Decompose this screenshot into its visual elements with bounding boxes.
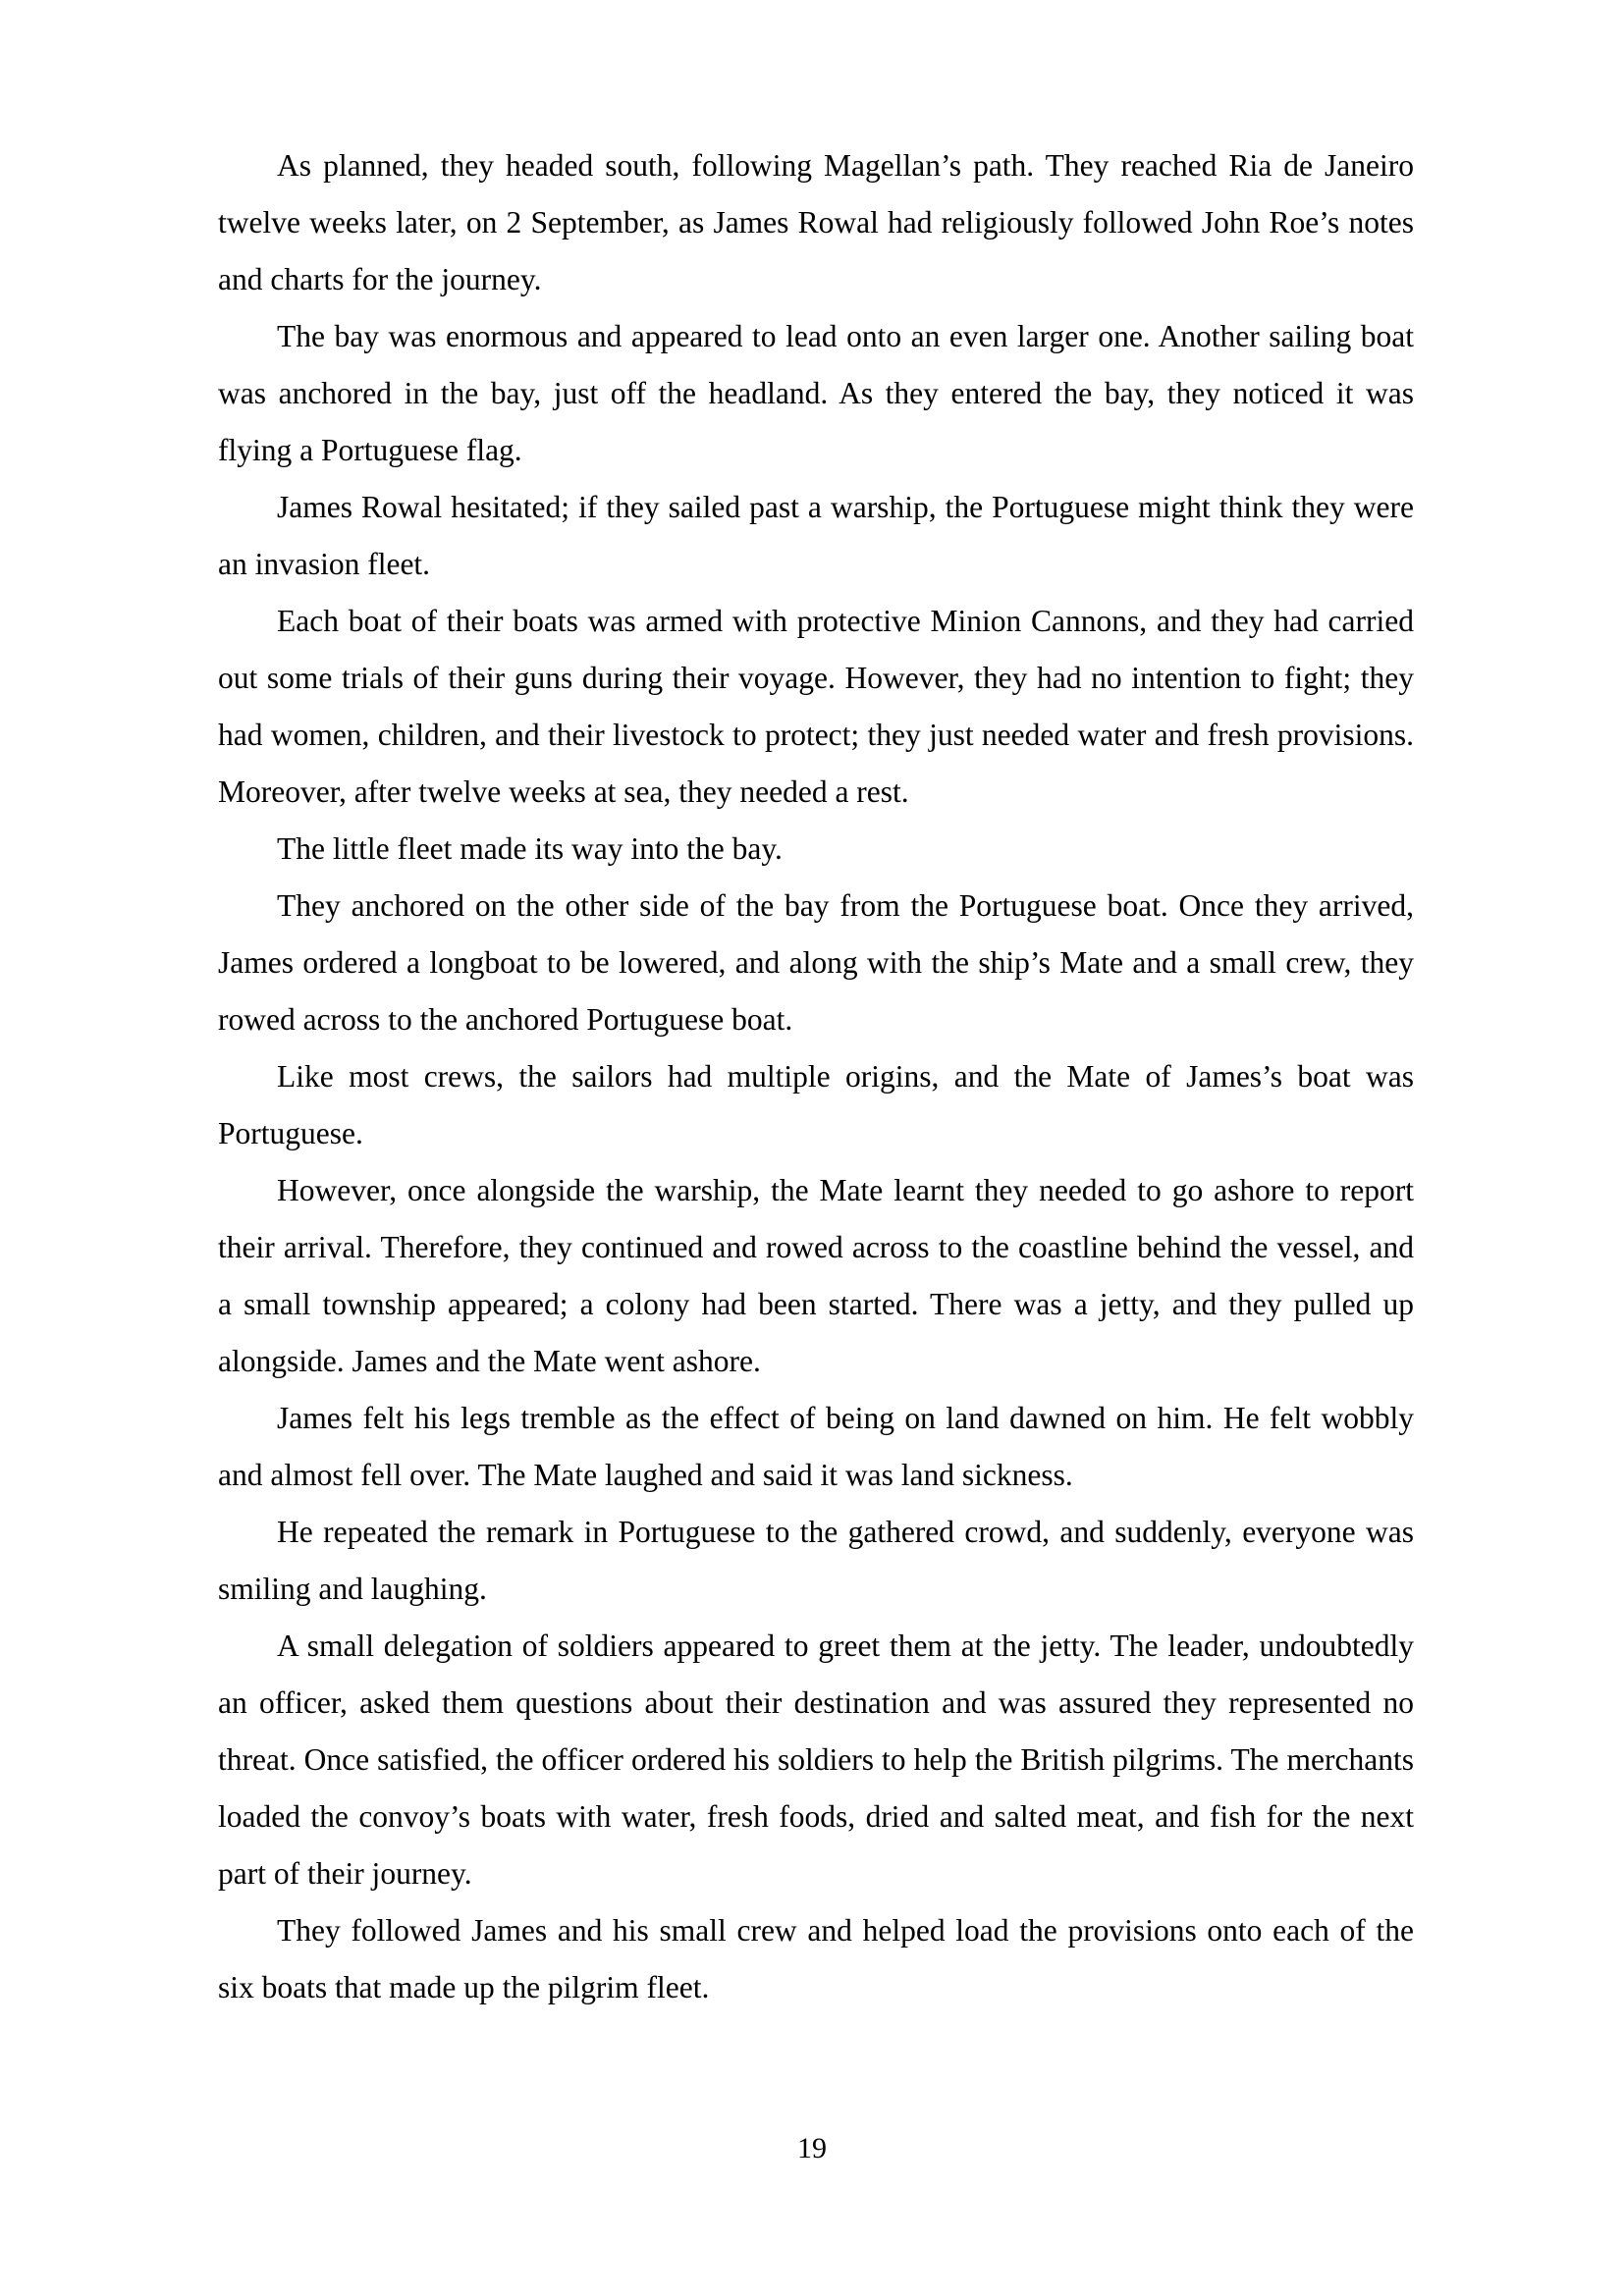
body-paragraph: They anchored on the other side of the bay from the Portuguese boat. Once they arrived, James ordered a longboat to be lowered, and along with the ship’s Mate and a small crew, they rowed across to the anchored Portuguese boat. (218, 888, 1414, 1037)
body-paragraph: He repeated the remark in Portuguese to the gathered crowd, and suddenly, everyone was smiling and laughing. (218, 1515, 1414, 1606)
body-paragraph: A small delegation of soldiers appeared to greet them at the jetty. The leader, undoubtedly an officer, asked them questions about their destination and was assured they represented no threat. Once satisfied, the officer ordered his soldiers to help the British pilgrims. The merchants loaded the convoy’s boats with water, fresh foods, dried and salted meat, and fish for the next part of their journey. (218, 1629, 1414, 1891)
body-paragraph: James Rowal hesitated; if they sailed past a warship, the Portuguese might think they were an invasion fleet. (218, 490, 1414, 581)
body-paragraph: James felt his legs tremble as the effect of being on land dawned on him. He felt wobbly and almost fell over. The Mate laughed and said it was land sickness. (218, 1401, 1414, 1492)
body-paragraph: However, once alongside the warship, the Mate learnt they needed to go ashore to report their arrival. Therefore, they continued and rowed across to the coastline behind the vessel, and a small township appeared; a colony had been started. There was a jetty, and they pulled up alongside. James and the Mate went ashore. (218, 1173, 1414, 1378)
body-paragraph: As planned, they headed south, following Magellan’s path. They reached Ria de Janeiro twelve weeks later, on 2 September, as James Rowal had religiously followed John Roe’s notes and charts for the journey. (218, 148, 1414, 296)
page-number: 19 (797, 2132, 827, 2164)
body-paragraph: Like most crews, the sailors had multiple origins, and the Mate of James’s boat was Portuguese. (218, 1059, 1414, 1150)
body-paragraph: Each boat of their boats was armed with protective Minion Cannons, and they had carried out some trials of their guns during their voyage. However, they had no intention to fight; they had women, children, and their livestock to protect; they just needed water and fresh provisions. Moreover, after twelve weeks at sea, they needed a rest. (218, 604, 1414, 809)
body-paragraph: The bay was enormous and appeared to lead onto an even larger one. Another sailing boat was anchored in the bay, just off the headland. As they entered the bay, they noticed it was flying a Portuguese flag. (218, 319, 1414, 467)
body-paragraph: The little fleet made its way into the bay. (277, 831, 783, 866)
body-paragraph: They followed James and his small crew and helped load the provisions onto each of the six boats that made up the pilgrim fleet. (218, 1913, 1414, 2004)
body-text-column (218, 137, 1414, 2016)
